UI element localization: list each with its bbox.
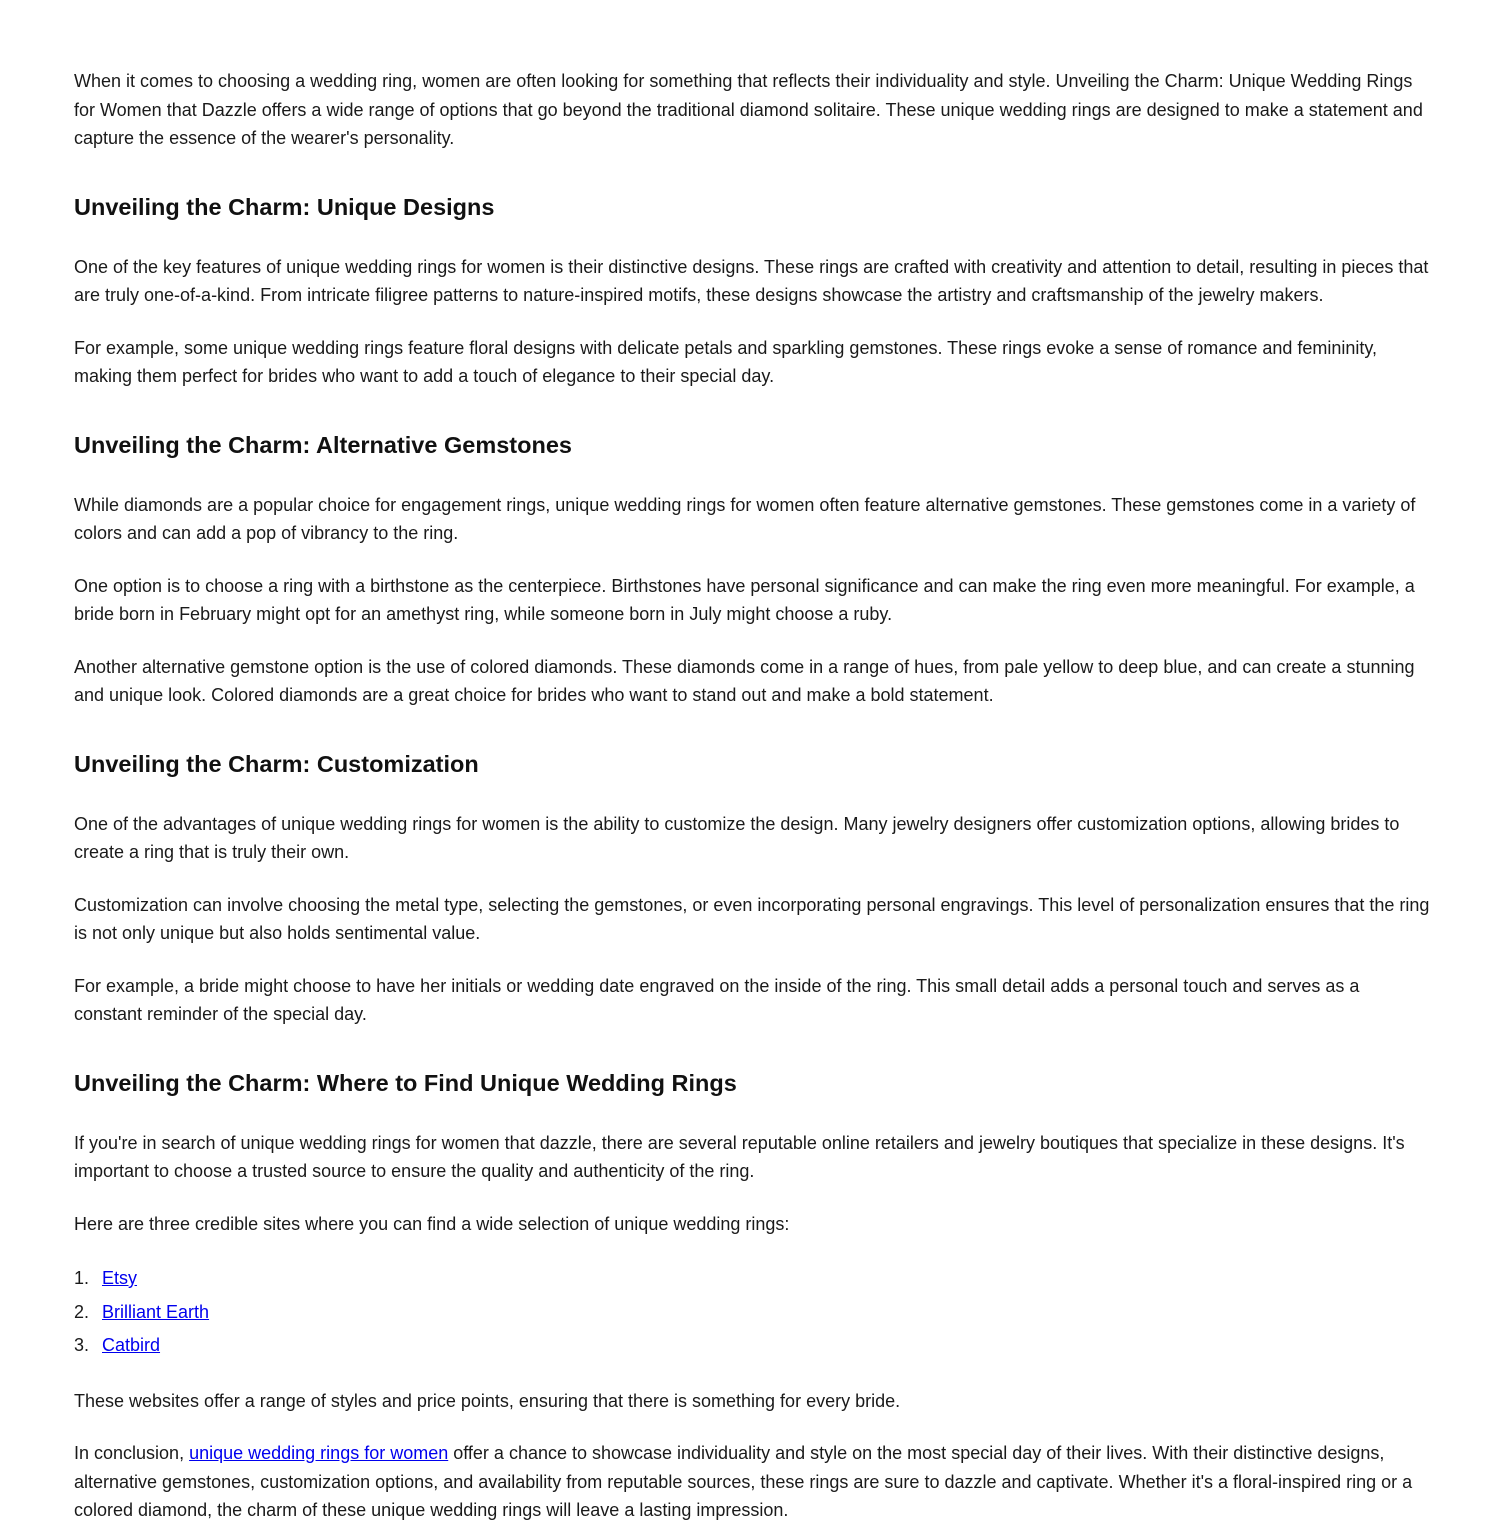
heading-unique-designs: Unveiling the Charm: Unique Designs: [74, 193, 495, 220]
list-item: [74, 1296, 1430, 1330]
paragraph: These websites offer a range of styles and price points, ensuring that there is something for every bride.: [74, 1390, 901, 1411]
paragraph: Customization can involve choosing the metal type, selecting the gemstones, or even incorporating personal engravings. This level of personalization ensures that the ring is not only unique but also holds sentimental value.: [74, 894, 1430, 943]
paragraph: While diamonds are a popular choice for engagement rings, unique wedding rings for women often feature alternative gemstones. These gemstones come in a variety of colors and can add a pop of vibrancy to the ring.: [74, 494, 1416, 543]
paragraph: One option is to choose a ring with a birthstone as the centerpiece. Birthstones have personal significance and can make the ring even more meaningful. For example, a bride born in February might opt for an amethyst ring, while someone born in July might choose a ruby.: [74, 575, 1415, 624]
heading-where-to-find: Unveiling the Charm: Where to Find Unique Wedding Rings: [74, 1069, 737, 1096]
catbird-link[interactable]: Catbird: [102, 1335, 161, 1355]
paragraph: If you're in search of unique wedding rings for women that dazzle, there are several reputable online retailers and jewelry boutiques that specialize in these designs. It's important to choose a trusted source to ensure the quality and authenticity of the ring.: [74, 1132, 1405, 1181]
document-page: [74, 67, 1430, 1525]
list-number: 3.: [74, 1335, 90, 1355]
heading-alternative-gemstones: Unveiling the Charm: Alternative Gemstones: [74, 431, 572, 458]
list-number: 2.: [74, 1301, 90, 1322]
conclusion-paragraph: [74, 1439, 1430, 1525]
list-number: 1.: [74, 1268, 90, 1288]
paragraph: For example, some unique wedding rings feature floral designs with delicate petals and sparkling gemstones. These rings evoke a sense of romance and femininity, making them perfect for brides who want to add a touch of elegance to their special day.: [74, 337, 1378, 386]
paragraph: Another alternative gemstone option is the use of colored diamonds. These diamonds come in a range of hues, from pale yellow to deep blue, and can create a stunning and unique look. Colored diamonds are a great choice for brides who want to stand out and make a bold statement.: [74, 656, 1415, 705]
unique-wedding-rings-link[interactable]: unique wedding rings for women: [189, 1443, 449, 1463]
conclusion-suffix: offer a chance to showcase individuality and style on the most special day of their lives. With their distinctive designs, alternative gemstones, customization options, and availability from reputable sources, these rings are sure to dazzle and captivate. Whether it's a floral-inspired ring or a colored diamond, the charm of these unique wedding rings will leave a lasting impression.: [74, 1443, 1413, 1520]
etsy-link[interactable]: Etsy: [102, 1268, 138, 1288]
paragraph: For example, a bride might choose to have her initials or wedding date engraved on the inside of the ring. This small detail adds a personal touch and serves as a constant reminder of the special day.: [74, 975, 1360, 1024]
intro-paragraph: When it comes to choosing a wedding ring, women are often looking for something that reflects their individuality and style. Unveiling the Charm: Unique Wedding Rings for Women that Dazzle offers a wide range of options that go beyond the traditional diamond solitaire. These unique wedding rings are designed to make a statement and capture the essence of the wearer's personality.: [74, 71, 1423, 148]
paragraph: One of the advantages of unique wedding rings for women is the ability to customize the design. Many jewelry designers offer customization options, allowing brides to create a ring that is truly their own.: [74, 813, 1400, 862]
heading-customization: Unveiling the Charm: Customization: [74, 750, 479, 777]
retailer-list: [74, 1262, 1430, 1363]
paragraph: Here are three credible sites where you can find a wide selection of unique wedding rings:: [74, 1213, 790, 1234]
paragraph: One of the key features of unique wedding rings for women is their distinctive designs. These rings are crafted with creativity and attention to detail, resulting in pieces that are truly one-of-a-kind. From intricate filigree patterns to nature-inspired motifs, these designs showcase the artistry and craftsmanship of the jewelry makers.: [74, 256, 1429, 305]
conclusion-prefix: In conclusion,: [74, 1443, 190, 1463]
list-item: [74, 1262, 1430, 1296]
list-item: [74, 1329, 1430, 1363]
brilliant-earth-link[interactable]: Brilliant Earth: [102, 1301, 210, 1322]
